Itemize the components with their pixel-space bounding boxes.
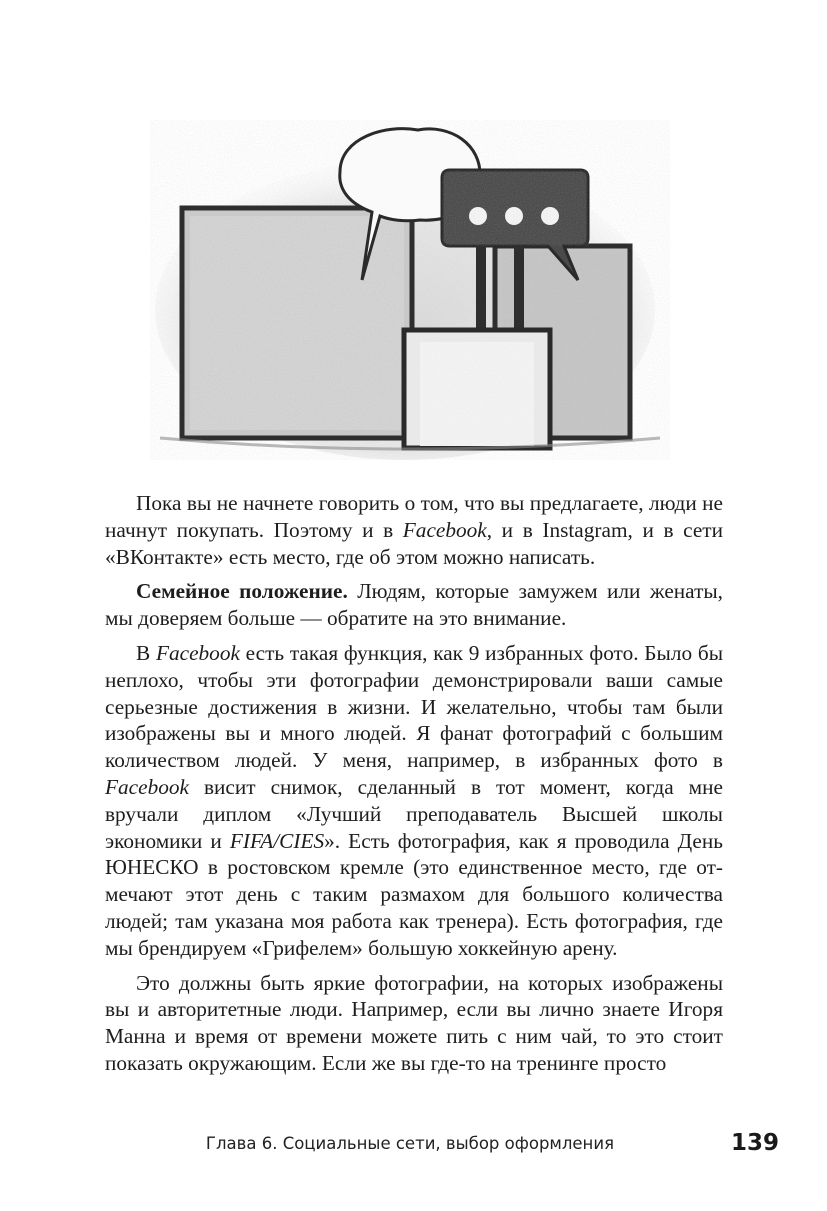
- text-run: Это должны быть яркие фотографии, на которых изображены вы и авторитетные люди. Например, если вы лично знаете Игоря Манна и время от времени можете пить с ним чай, то это стоит показать окружающим. Если же вы где-то на тренинге просто: [105, 970, 723, 1075]
- body-text: [105, 490, 723, 1077]
- paragraph: [105, 640, 723, 962]
- text-run: висит снимок, сделанный в тот момент, когда мне вручали диплом «Лучший преподаватель Высшей школы экономики и: [105, 774, 723, 853]
- text-run: В: [136, 640, 156, 665]
- chat-bubbles-illustration: [150, 120, 670, 460]
- text-run: Пока вы не начнете говорить о том, что вы предлагаете, люди не начнут покупать. Поэтому и в: [105, 491, 723, 542]
- page-footer: [0, 1130, 827, 1160]
- italic-text: Facebook: [105, 774, 189, 799]
- bold-text: Семейное положение.: [136, 579, 348, 604]
- running-head: Глава 6. Социальные сети, выбор оформления: [205, 1134, 614, 1153]
- italic-text: Facebook: [155, 640, 240, 665]
- text-run: есть такая функция, как 9 избранных фото. Было бы неплохо, чтобы эти фотографии демонстрировали ваши самые серьезные достижения в жизни. И желательно, чтобы там были изображены вы и много людей. Я фанат фотографий с большим количеством людей. У меня, например, в избранных фото в: [105, 640, 723, 773]
- paragraph: [105, 970, 723, 1077]
- paragraph: [105, 578, 723, 632]
- paragraph: [105, 490, 723, 570]
- italic-text: FIFA/CIES: [229, 828, 325, 853]
- page-number: 139: [730, 1130, 779, 1156]
- text-run: Людям, которые замужем или женаты, мы доверяем больше — обратите на это внимание.: [105, 579, 724, 631]
- italic-text: Facebook: [402, 517, 487, 542]
- text-run: ». Есть фотография, как я проводила День ЮНЕСКО в ростовском кремле (это единственное место, где отмечают этот день с таким размахом для большого количества людей; там указана моя работа как тренера). Есть фотография, где мы брендируем «Грифелем» большую хоккейную арену.: [105, 828, 723, 960]
- text-run: , и в Instagram, и в сети «ВКонтакте» есть место, где об этом можно написать.: [105, 517, 723, 569]
